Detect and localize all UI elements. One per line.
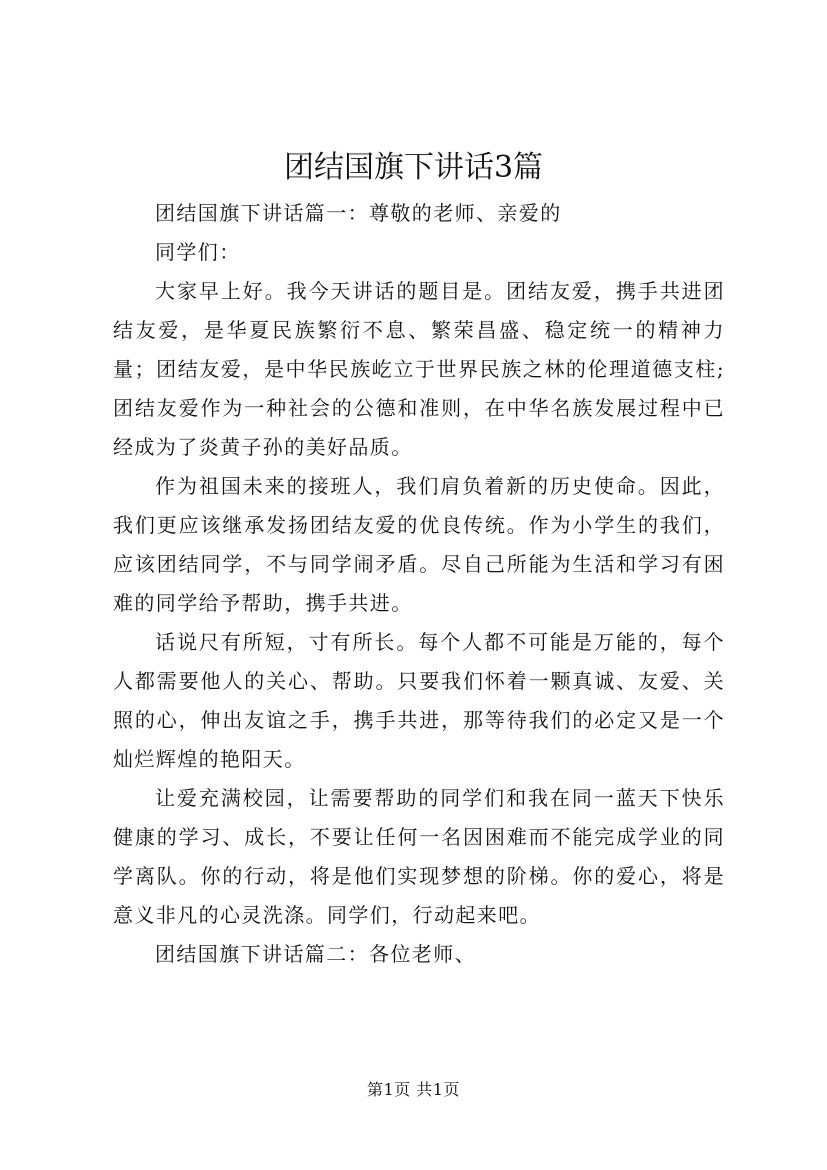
paragraph-3: 话说尺有所短，寸有所长。每个人都不可能是万能的，每个人都需要他人的关心、帮助。只要我们怀着一颗真诚、友爱、关照的心，伸出友谊之手，携手共进，那等待我们的必定又是一个灿烂辉煌的艳阳天。 <box>113 630 725 771</box>
paragraph-2: 作为祖国未来的接班人，我们肩负着新的历史使命。因此，我们更应该继承发扬团结友爱的优良传统。作为小学生的我们，应该团结同学，不与同学闹矛盾。尽自己所能为生活和学习有困难的同学给予帮助，携手共进。 <box>113 474 725 615</box>
section-heading-2: 团结国旗下讲话篇二：各位老师、 <box>155 942 476 966</box>
document-body <box>113 194 725 974</box>
document-title: 团结国旗下讲话3篇 <box>283 150 544 185</box>
paragraph-1: 大家早上好。我今天讲话的题目是。团结友爱，携手共进团结友爱，是华夏民族繁衍不息、繁荣昌盛、稳定统一的精神力量；团结友爱，是中华民族屹立于世界民族之林的伦理道德支柱;团结友爱作为一种社会的公德和准则，在中华名族发展过程中已经成为了炎黄子孙的美好品质。 <box>113 279 725 459</box>
salutation-line: 同学们： <box>155 240 241 264</box>
section-heading-1: 团结国旗下讲话篇一：尊敬的老师、亲爱的 <box>155 201 562 225</box>
page-footer: 第1页 共1页 <box>367 1080 460 1099</box>
paragraph-4: 让爱充满校园，让需要帮助的同学们和我在同一蓝天下快乐健康的学习、成长，不要让任何一名因困难而不能完成学业的同学离队。你的行动，将是他们实现梦想的阶梯。你的爱心，将是意义非凡的心灵洗涤。同学们，行动起来吧。 <box>113 786 725 927</box>
